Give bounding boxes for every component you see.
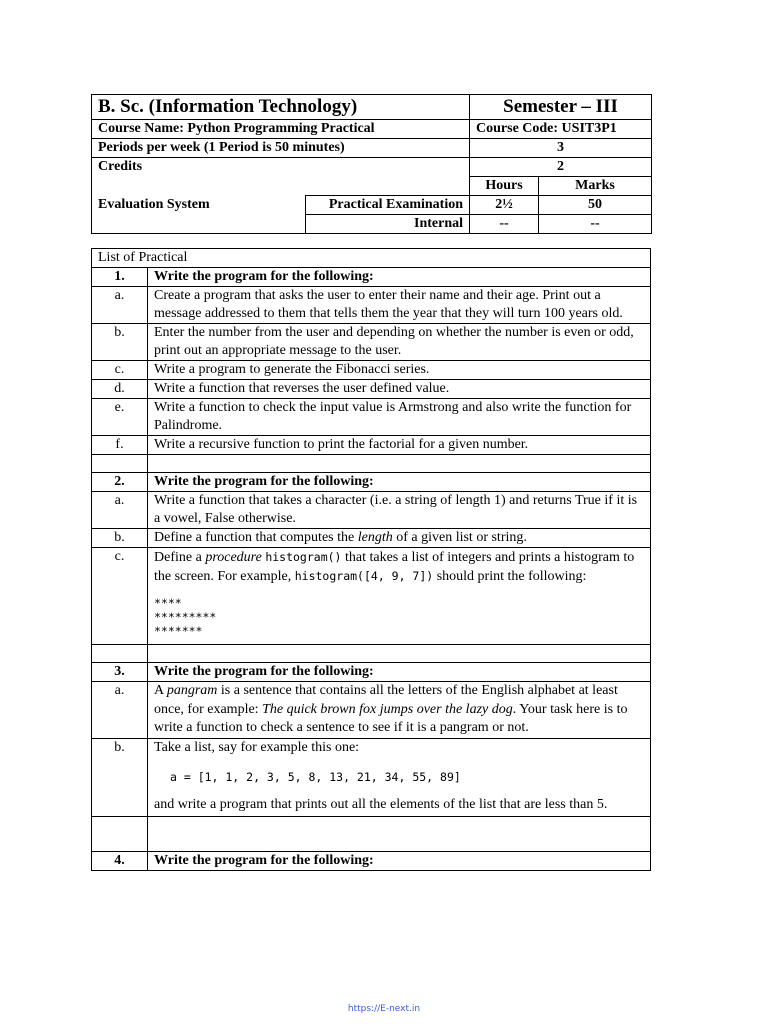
italic-term: length [357, 530, 393, 545]
item-text-part: Define a [154, 550, 206, 565]
list-item [92, 548, 651, 645]
item-label: b. [92, 324, 148, 361]
item-text-part: is a sentence that contains all the letters of the English alphabet at least once, for example: [154, 683, 618, 717]
item-text: Write a function to check the input value is Armstrong and also write the function for Palindrome. [148, 399, 651, 436]
item-label: a. [92, 682, 148, 739]
practical-exam-label: Practical Examination [306, 196, 470, 215]
practical-3-row [92, 663, 651, 682]
credits-label: Credits [92, 158, 470, 177]
blank-cell [92, 645, 148, 663]
item-label: b. [92, 529, 148, 548]
blank-cell [92, 816, 148, 851]
list-item [92, 324, 651, 361]
periods-value: 3 [470, 139, 652, 158]
blank-cell [148, 455, 651, 473]
practical-heading: Write the program for the following: [148, 268, 651, 287]
list-item [92, 529, 651, 548]
course-info-table [91, 94, 652, 234]
spacer-row [92, 816, 651, 851]
inline-code: histogram([4, 9, 7]) [294, 569, 434, 583]
item-text: Write a function that takes a character (i.e. a string of length 1) and returns True if it is a vowel, False otherwise. [148, 492, 651, 529]
item-text-part: and write a program that prints out all the elements of the list that are less than 5. [154, 796, 608, 812]
marks-header: Marks [539, 177, 652, 196]
inline-code: histogram() [265, 550, 342, 564]
practical-list-title: List of Practical [92, 249, 651, 268]
evaluation-label: Evaluation System [92, 196, 306, 234]
item-label: c. [92, 548, 148, 645]
item-text: Create a program that asks the user to enter their name and their age. Print out a message addressed to them that tells them the year that they will turn 100 years old. [148, 287, 651, 324]
item-text: Write a function that reverses the user defined value. [148, 380, 651, 399]
practical-number: 3. [92, 663, 148, 682]
periods-label: Periods per week (1 Period is 50 minutes) [92, 139, 470, 158]
practical-4-row [92, 851, 651, 870]
spacer-row [92, 645, 651, 663]
program-title: B. Sc. (Information Technology) [92, 95, 470, 120]
practical-list-table [91, 248, 651, 871]
practical-marks: 50 [539, 196, 652, 215]
item-text: Write a program to generate the Fibonacci series. [148, 361, 651, 380]
internal-marks: -- [539, 215, 652, 234]
list-item [92, 287, 651, 324]
italic-term: procedure [205, 550, 262, 565]
item-label: f. [92, 436, 148, 455]
practical-1-row [92, 268, 651, 287]
item-label: b. [92, 738, 148, 816]
item-text-part: Take a list, say for example this one: [154, 739, 360, 755]
blank-cell [92, 177, 470, 196]
italic-term: pangram [166, 683, 218, 698]
blank-cell [148, 645, 651, 663]
practical-number: 1. [92, 268, 148, 287]
practical-heading: Write the program for the following: [148, 851, 651, 870]
list-item [92, 738, 651, 816]
histogram-output: **** ********* ******* [154, 596, 217, 638]
spacer-row [92, 455, 651, 473]
item-text [148, 548, 651, 645]
item-text-part: of a given list or string. [392, 530, 527, 545]
italic-example: The quick brown fox jumps over the lazy dog [262, 701, 513, 717]
item-label: e. [92, 399, 148, 436]
item-text-part: that takes a list of integers and prints a histogram to the screen. For example, [154, 550, 635, 584]
item-label: c. [92, 361, 148, 380]
code-block: a = [1, 1, 2, 3, 5, 8, 13, 21, 34, 55, 89] [170, 769, 461, 784]
course-name: Course Name: Python Programming Practical [92, 120, 470, 139]
list-item [92, 380, 651, 399]
blank-cell [92, 455, 148, 473]
practical-heading: Write the program for the following: [148, 473, 651, 492]
item-text-part: . Your task here is to write a function to check a sentence to see if it is a pangram or not. [154, 701, 628, 735]
blank-cell [148, 816, 651, 851]
footer-link[interactable]: https://E-next.in [347, 1004, 421, 1014]
item-label: d. [92, 380, 148, 399]
internal-hours: -- [470, 215, 539, 234]
course-code: Course Code: USIT3P1 [470, 120, 652, 139]
hours-header: Hours [470, 177, 539, 196]
practical-hours: 2½ [470, 196, 539, 215]
item-label: a. [92, 492, 148, 529]
practical-number: 4. [92, 851, 148, 870]
item-text-part: A [154, 683, 167, 698]
item-text-part: should print the following: [433, 569, 587, 584]
internal-label: Internal [306, 215, 470, 234]
item-text [148, 738, 651, 816]
practical-number: 2. [92, 473, 148, 492]
item-text [148, 682, 651, 739]
list-item [92, 436, 651, 455]
credits-value: 2 [470, 158, 652, 177]
practical-heading: Write the program for the following: [148, 663, 651, 682]
semester-title: Semester – III [470, 95, 652, 120]
practical-2-row [92, 473, 651, 492]
list-item [92, 399, 651, 436]
item-text: Enter the number from the user and depending on whether the number is even or odd, print out an appropriate message to the user. [148, 324, 651, 361]
list-item [92, 682, 651, 739]
item-text [148, 529, 651, 548]
item-label: a. [92, 287, 148, 324]
item-text-part: Define a function that computes the [154, 530, 358, 545]
item-text: Write a recursive function to print the factorial for a given number. [148, 436, 651, 455]
list-item [92, 492, 651, 529]
list-item [92, 361, 651, 380]
